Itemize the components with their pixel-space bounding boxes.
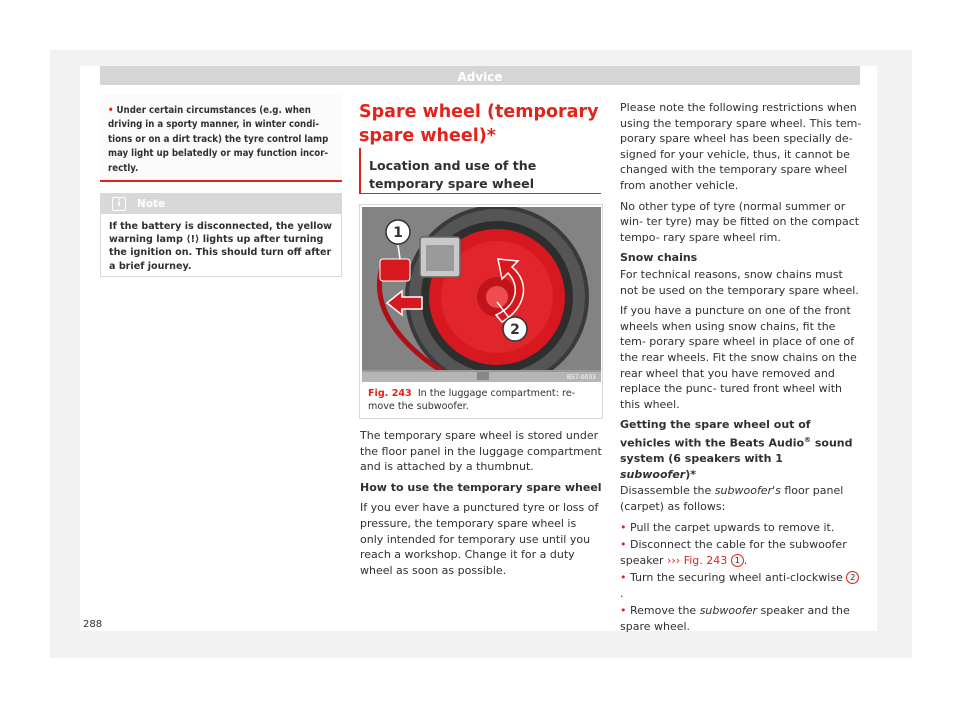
bullet: • (620, 571, 627, 585)
subheading-beats-audio (620, 417, 862, 482)
paragraph: The temporary spare wheel is stored under the floor panel in the luggage compartment and is attached by a thumbnut. (360, 429, 602, 474)
note-text (109, 220, 335, 273)
subheading: How to use the temporary spare wheel (360, 480, 602, 494)
note-title: Note (137, 198, 166, 210)
advice-bullet: • (108, 105, 114, 116)
advice-body: Under certain circumstances (e.g. when driving in a sporty manner, in winter condi- tions or on a dirt track) the tyre control lamp may light up belatedly or may function incor- rectly. (108, 105, 329, 174)
info-icon: i (112, 197, 126, 211)
text-part: floor panel (carpet) as follows: (620, 484, 844, 513)
bullet-item (620, 570, 862, 601)
figure-caption-text: In the luggage compartment: re- move the subwoofer. (368, 388, 576, 412)
callout-1-label: 1 (393, 225, 403, 241)
callout-ref-1: 1 (731, 554, 744, 567)
section-title: Spare wheel (temporary spare wheel)* (359, 102, 599, 146)
bullet-item (620, 537, 862, 568)
bullet: • (620, 538, 627, 552)
callout-ref-2: 2 (846, 571, 859, 584)
section-subtitle: Location and use of the temporary spare wheel (369, 158, 537, 191)
paragraph: Please note the following restrictions when using the temporary spare wheel. This tem- porary spare wheel has been specially de- signed for your vehicle, thus, it cannot be changed with the temporary spare wheel from another vehicle. (620, 101, 862, 192)
bullet-italic: subwoofer (699, 604, 757, 618)
bullet-text: Disconnect the cable for the subwoofer speaker (620, 538, 847, 567)
page-number: 288 (83, 619, 103, 630)
bullet-text: . (743, 553, 748, 567)
figure-code: B57-0033 (566, 374, 596, 381)
figure-caption (368, 387, 594, 413)
paragraph: If you have a puncture on one of the front wheels when using snow chains, fit the tem- porary spare wheel in place of one of the rear wheels. Fit the snow chains on the rear wheel that you have removed and replace the punc- tured front wheel with this wheel. (620, 304, 857, 411)
registered-mark: ® (804, 435, 812, 444)
advice-text (108, 104, 336, 176)
paragraph: For technical reasons, snow chains must not be used on the temporary spare wheel. (620, 267, 859, 297)
subheading-snow-chains: Snow chains (620, 251, 698, 265)
text-italic: subwoofer's (714, 484, 781, 498)
figure-reference-link[interactable]: ››› Fig. 243 (667, 553, 728, 567)
warning-lamp-icon: ⟨!⟩ (186, 234, 200, 246)
text-part: Disassemble the (620, 484, 715, 498)
bullet-text: Turn the securing wheel anti-clockwise (630, 571, 843, 585)
subheading-part: Getting the spare wheel out of vehicles with the Beats Audio (620, 418, 811, 450)
bullet: • (620, 520, 627, 534)
subheading-part: sound system (6 speakers with 1 (620, 436, 853, 466)
callout-2-label: 2 (510, 322, 520, 338)
bullet-item (620, 520, 862, 536)
paragraph (620, 483, 862, 514)
header-title: Advice (457, 70, 503, 84)
header-bar (100, 66, 860, 85)
bullet-item (620, 603, 862, 634)
subtitle-underline (359, 193, 601, 194)
paragraph: No other type of tyre (normal summer or win- ter tyre) may be fitted on the compact tempo- rary spare wheel rim. (620, 199, 860, 244)
bullet: • (620, 604, 627, 618)
note-header (101, 194, 341, 214)
figure-label: Fig. 243 (368, 388, 412, 399)
column-3-text (620, 100, 862, 640)
bullet-text: speaker and the spare wheel. (620, 604, 850, 634)
subtitle-accent-bar (359, 148, 361, 194)
column-2-text (360, 428, 602, 583)
bullet-text: Pull the carpet upwards to remove it. (630, 520, 835, 534)
bullet-text: . (620, 586, 624, 600)
note-box (100, 193, 342, 277)
note-text-before: If the battery is disconnected, the yellow warning lamp (109, 221, 333, 246)
note-text-after: lights up after turning the ignition on. This should turn off after a brief journey. (109, 234, 332, 272)
bullet-text: Remove the (630, 604, 700, 618)
paragraph: If you ever have a punctured tyre or loss of pressure, the temporary spare wheel is only intended for temporary use until you reach a workshop. Change it for a duty wheel as soon as possible. (360, 501, 599, 577)
subheading-italic: subwoofer (620, 467, 686, 481)
spare-wheel-illustration (362, 207, 601, 382)
subheading-part: )* (685, 467, 696, 481)
